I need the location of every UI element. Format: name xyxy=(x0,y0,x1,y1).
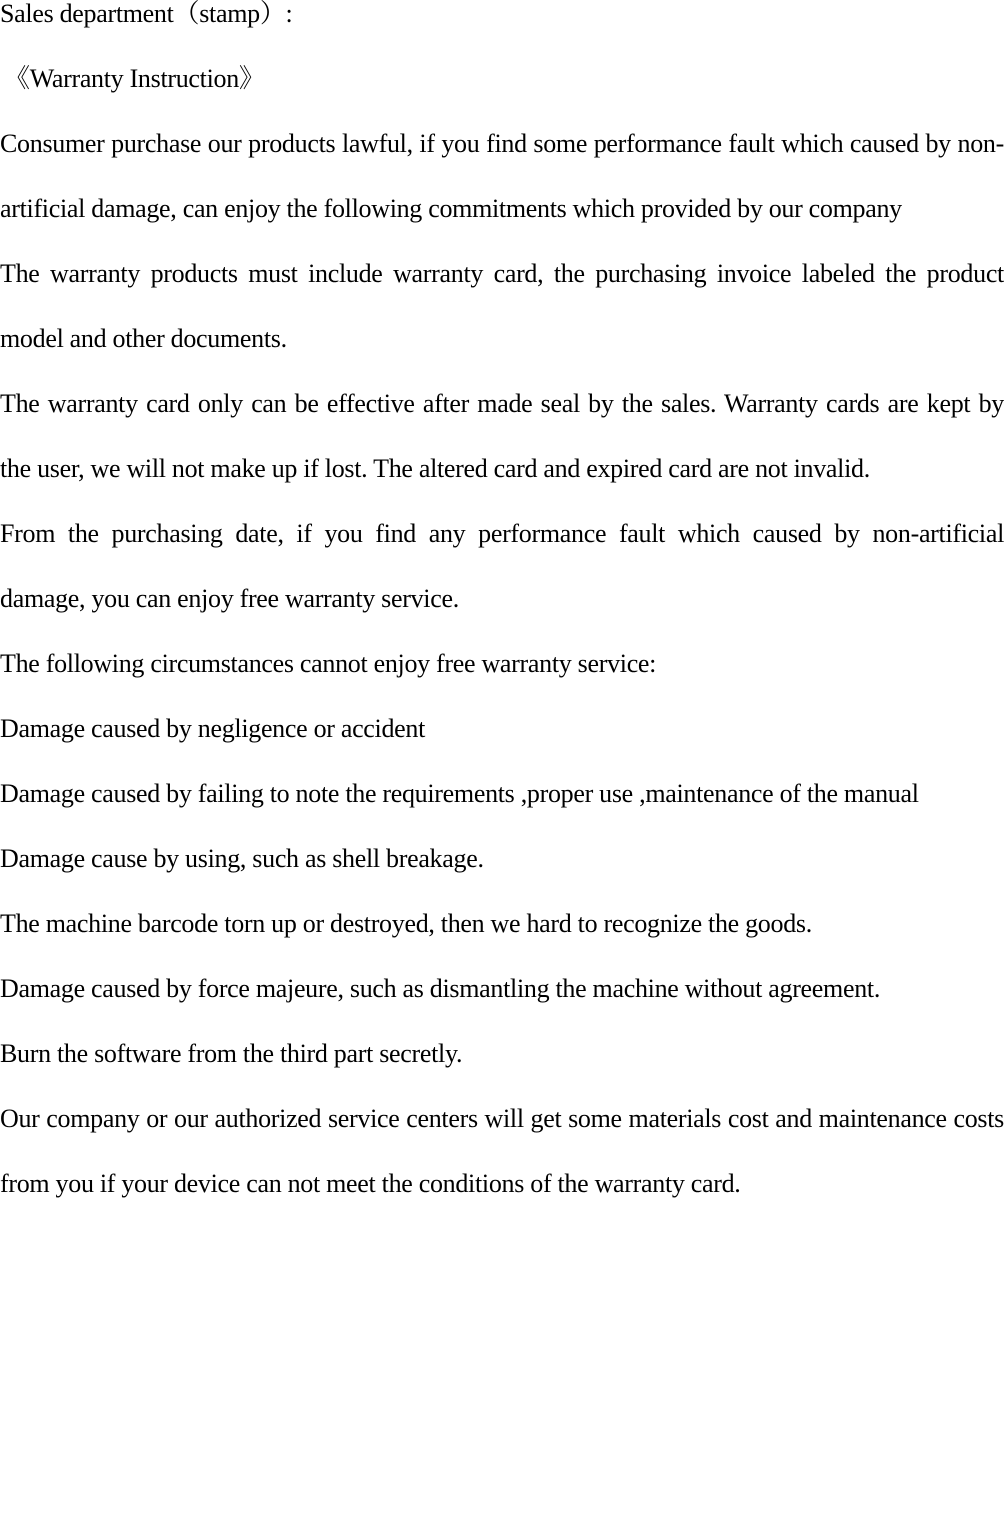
exclusion-item-barcode: The machine barcode torn up or destroyed, then we hard to recognize the goods. xyxy=(0,909,812,938)
paragraph-service-costs: Our company or our authorized service centers will get some materials cost and maintenance costs from you if your device can not meet the conditions of the warranty card. xyxy=(0,1104,1004,1198)
exclusion-item-manual: Damage caused by failing to note the requirements ,proper use ,maintenance of the manual xyxy=(0,779,919,808)
exclusion-item-shell-breakage: Damage cause by using, such as shell breakage. xyxy=(0,844,484,873)
paragraph-intro: Consumer purchase our products lawful, if you find some performance fault which caused by non-artificial damage, can enjoy the following commitments which provided by our company xyxy=(0,129,1004,223)
exclusion-item-force-majeure: Damage caused by force majeure, such as dismantling the machine without agreement. xyxy=(0,974,881,1003)
paragraph-exclusions-heading: The following circumstances cannot enjoy free warranty service: xyxy=(0,649,657,678)
exclusion-item-negligence: Damage caused by negligence or accident xyxy=(0,714,426,743)
stamp-line: Sales department（stamp）: xyxy=(0,0,293,28)
paragraph-warranty-card-validity: The warranty card only can be effective after made seal by the sales. Warranty cards are kept by the user, we will not make up if lost. The altered card and expired card are not invalid. xyxy=(0,389,1004,483)
paragraph-required-documents: The warranty products must include warranty card, the purchasing invoice labeled the product model and other documents. xyxy=(0,259,1004,353)
exclusion-item-third-party-software: Burn the software from the third part secretly. xyxy=(0,1039,463,1068)
document-title: 《Warranty Instruction》 xyxy=(4,64,265,93)
paragraph-free-warranty: From the purchasing date, if you find any performance fault which caused by non-artificial damage, you can enjoy free warranty service. xyxy=(0,519,1004,613)
